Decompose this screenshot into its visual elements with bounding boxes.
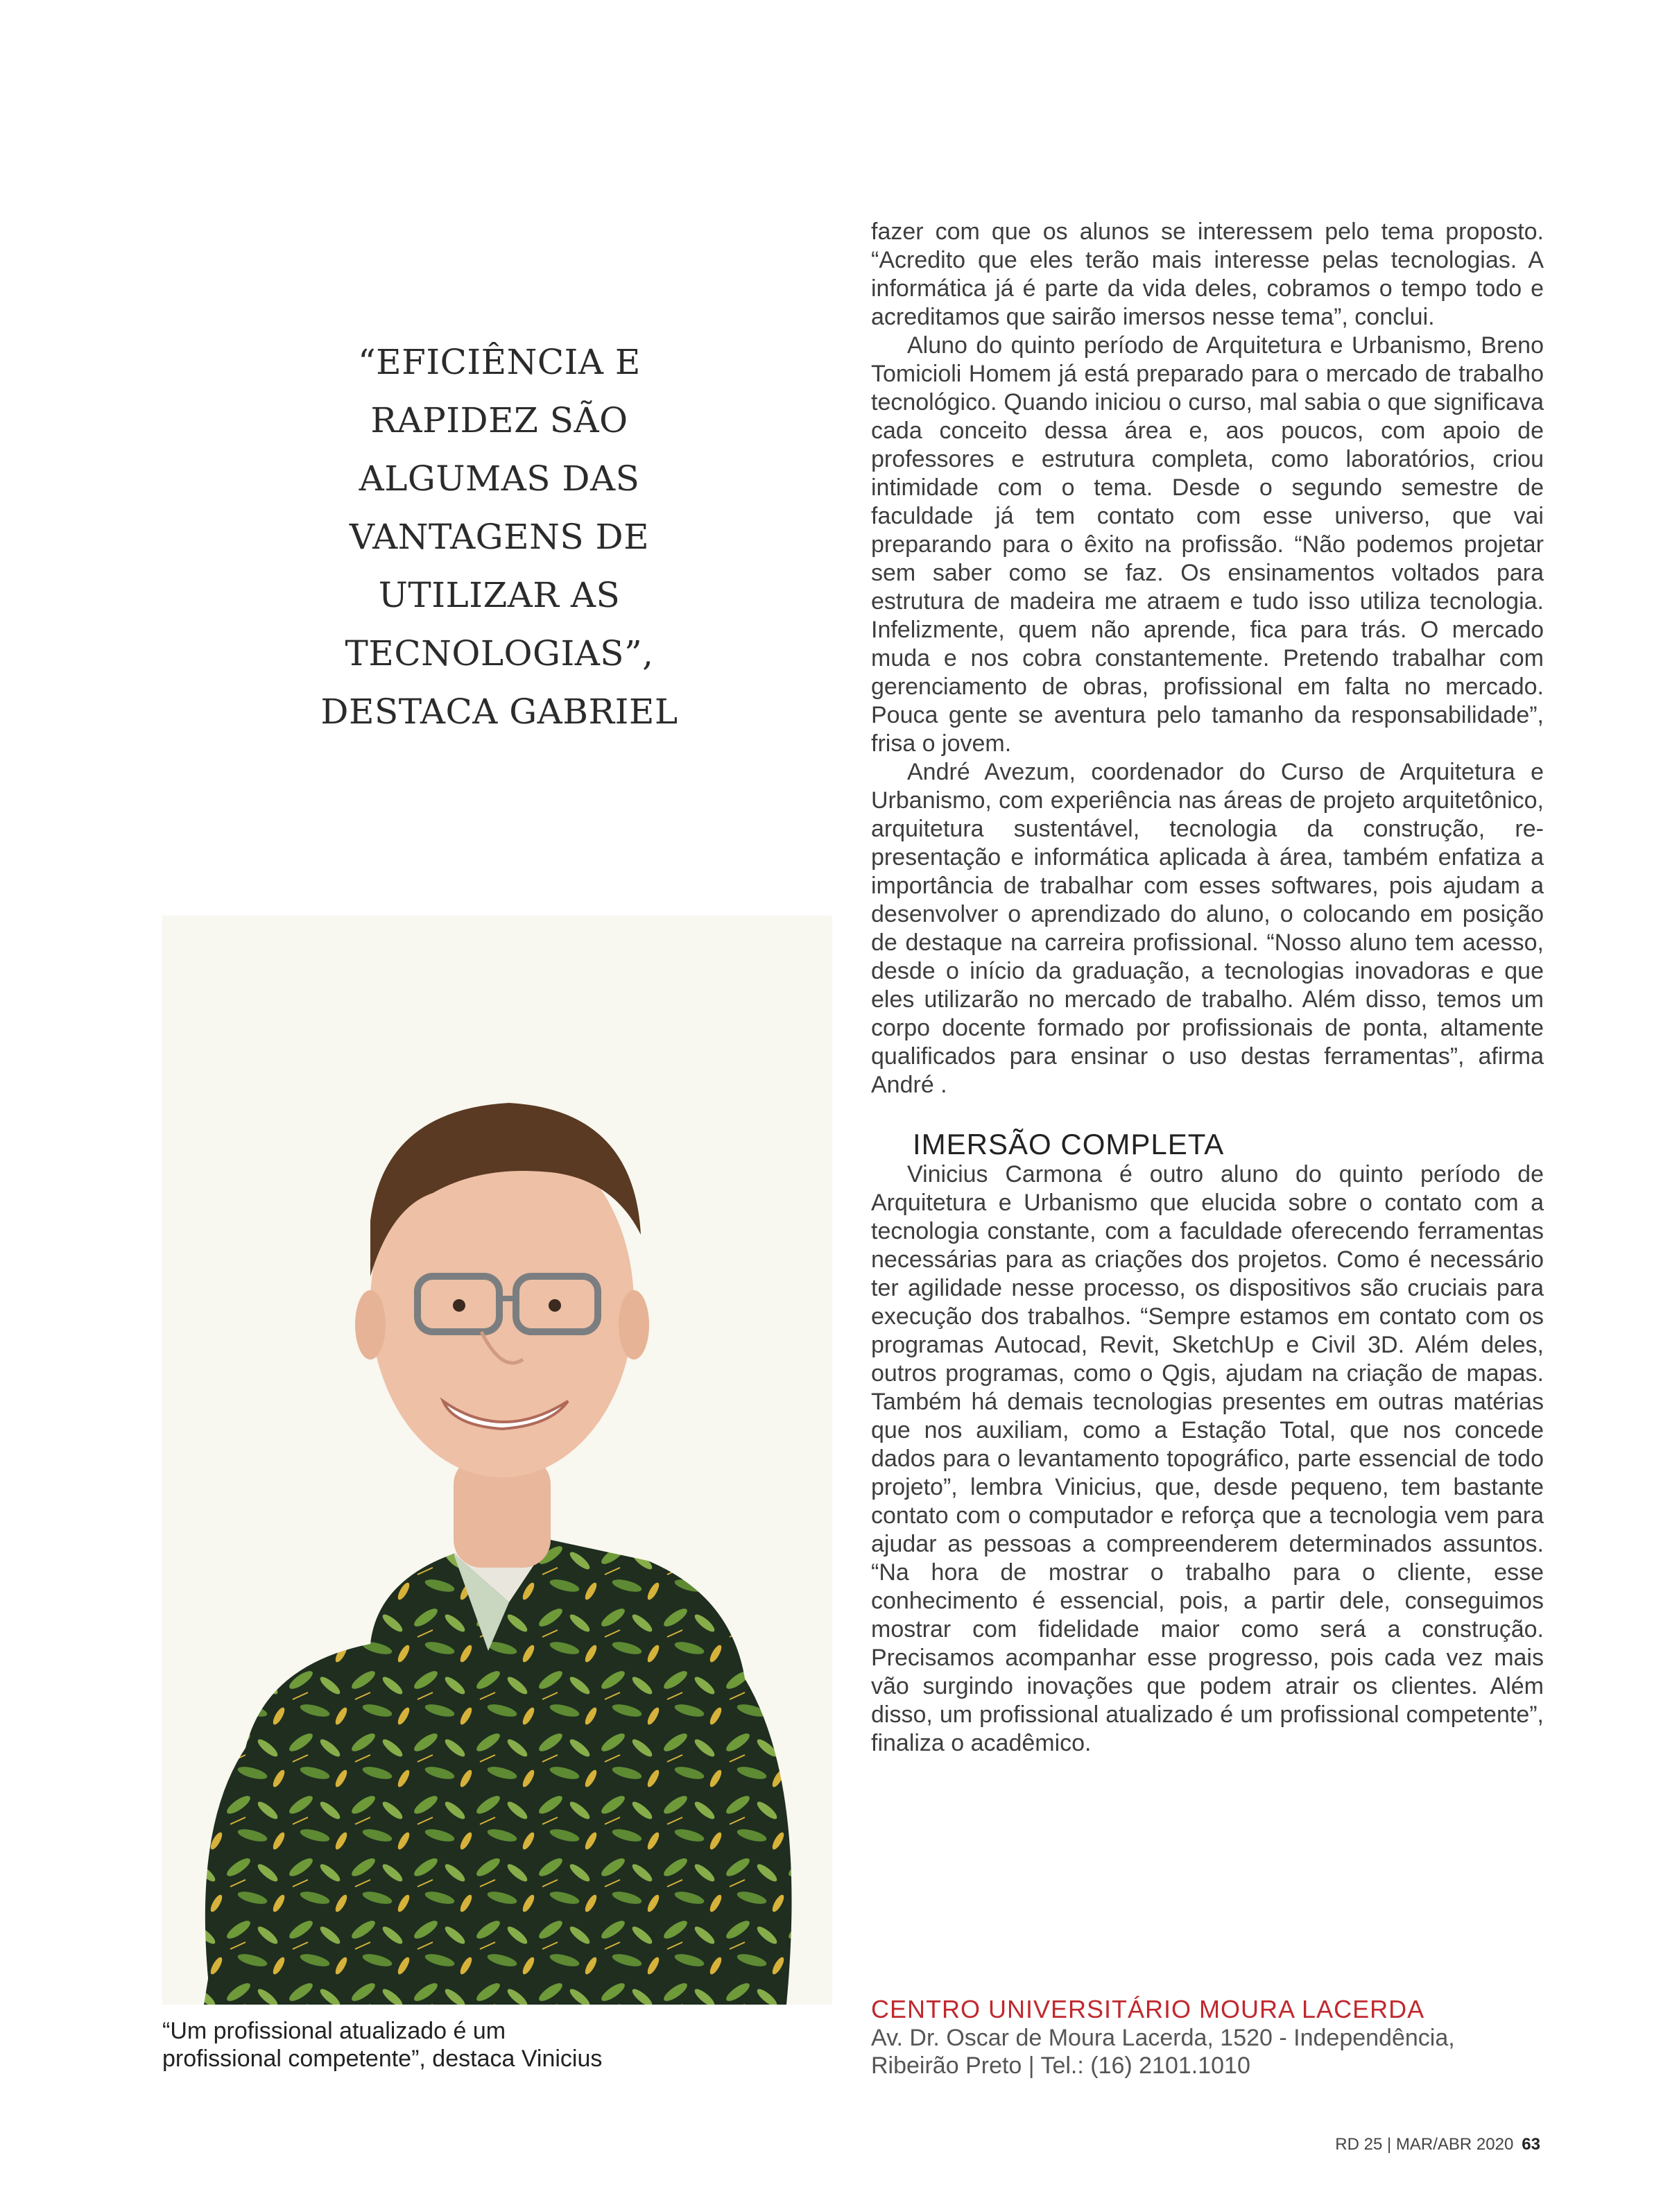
pull-quote-line: DESTACA GABRIEL bbox=[320, 692, 678, 732]
organization-address: Av. Dr. Oscar de Moura Lacerda, 1520 - Independência, bbox=[871, 2025, 1455, 2051]
pull-quote-line: TECNOLOGIAS”, bbox=[345, 633, 654, 674]
pull-quote-line: UTILIZAR AS bbox=[378, 575, 621, 615]
pull-quote-line: ALGUMAS DAS bbox=[359, 458, 640, 499]
article-paragraph: fazer com que os alunos se interessem pelo tema proposto. “Acredito que eles terão mais interesse pelas tecnologias. A informática já é parte da vida deles, cobramos o tempo todo e acreditamos que sairão imersos nesse tema”, conclui. bbox=[871, 218, 1544, 330]
issue-label: RD 25 | MAR/ABR 2020 bbox=[1335, 2135, 1514, 2154]
pull-quote bbox=[305, 333, 694, 741]
article-paragraph: Aluno do quinto período de Arquitetura e Urbanismo, Breno Tomicioli Homem já está preparado para o mercado de trabalho tecnológico. Quando iniciou o curso, mal sabia o que significava cada conceito dessa área e, aos poucos, com apoio de professores e estrutura completa, como laboratórios, criou intimidade com o tema. Desde o segundo semestre de faculdade já tem contato com esse universo, que vai preparando para o êxito na profissão. “Não podemos projetar sem saber como se faz. Os ensinamentos voltados para estrutura de madeira me atraem e tudo isso utiliza tecnologia. Infelizmente, quem não aprende, fica para trás. O mercado muda e nos cobra constantemente. Pretendo trabalhar com gerenciamento de obras, profissional em falta no mercado. Pouca gente se aventura pelo tamanho da responsabilidade”, frisa o jovem. bbox=[871, 332, 1544, 757]
organization-name: CENTRO UNIVERSITÁRIO MOURA LACERDA bbox=[871, 1995, 1425, 2023]
organization-phone: Ribeirão Preto | Tel.: (16) 2101.1010 bbox=[871, 2052, 1250, 2079]
organization-contact bbox=[871, 1995, 1544, 2080]
caption-line: “Um profissional atualizado é um bbox=[162, 2018, 506, 2044]
portrait-photo bbox=[162, 916, 832, 2005]
pull-quote-line: “EFICIÊNCIA E bbox=[358, 342, 641, 382]
portrait-illustration bbox=[162, 916, 832, 2005]
article-column bbox=[871, 218, 1544, 1758]
pull-quote-line: RAPIDEZ SÃO bbox=[370, 400, 628, 440]
article-paragraph: André Avezum, coordenador do Curso de Arquitetura e Urbanismo, com experiência nas áreas de projeto arquitetônico, arquitetura sustentável, tecnologia da construção, representação e informática aplicada à área, também enfatiza a importância de trabalhar com esses softwares, pois ajudam a desenvolver o aprendizado do aluno, o colocando em posição de destaque na carreira profissional. “Nosso aluno tem acesso, desde o início da graduação, a tecnologias inovadoras e que eles utilizarão no mercado de trabalho. Além disso, temos um corpo docente formado por profissionais de ponta, altamente qualificados para ensinar o uso destas ferramentas”, afirma André . bbox=[871, 759, 1544, 1098]
page-footer bbox=[1335, 2135, 1540, 2154]
pull-quote-line: VANTAGENS DE bbox=[349, 517, 650, 557]
caption-line: profissional competente”, destaca Vinicius bbox=[162, 2046, 603, 2072]
section-heading: IMERSÃO COMPLETA bbox=[913, 1128, 1225, 1160]
page-number: 63 bbox=[1522, 2135, 1540, 2154]
photo-caption bbox=[162, 2017, 832, 2073]
article-paragraph: Vinicius Carmona é outro aluno do quinto período de Arquitetura e Urbanismo que elucida sobre o contato com a tecnologia constante, com a faculdade oferecendo ferramentas necessárias para as criações dos projetos. Como é necessário ter agilidade nesse processo, os dispositivos são cruciais para execução dos trabalhos. “Sempre estamos em contato com os programas Autocad, Revit, SketchUp e Civil 3D. Além deles, outros programas, como o Qgis, ajudam na criação de mapas. Também há demais tecnologias presentes em outras matérias que nos auxiliam, como a Estação Total, que nos concede dados para o levantamento topográfico, parte essencial de todo projeto”, lembra Vinicius, que, desde pequeno, tem bastante contato com o computador e reforça que a tecnologia vem para ajudar as pessoas a compreenderem determinados assuntos. “Na hora de mostrar o trabalho para o cliente, esse conhecimento é essencial, pois, a partir dele, conseguimos mostrar com fidelidade maior como será a construção. Precisamos acompanhar esse progresso, pois cada vez mais vão surgindo inovações que podem atrair os clientes. Além disso, um profissional atualizado é um profissional competente”, finaliza o acadêmico. bbox=[871, 1161, 1544, 1756]
